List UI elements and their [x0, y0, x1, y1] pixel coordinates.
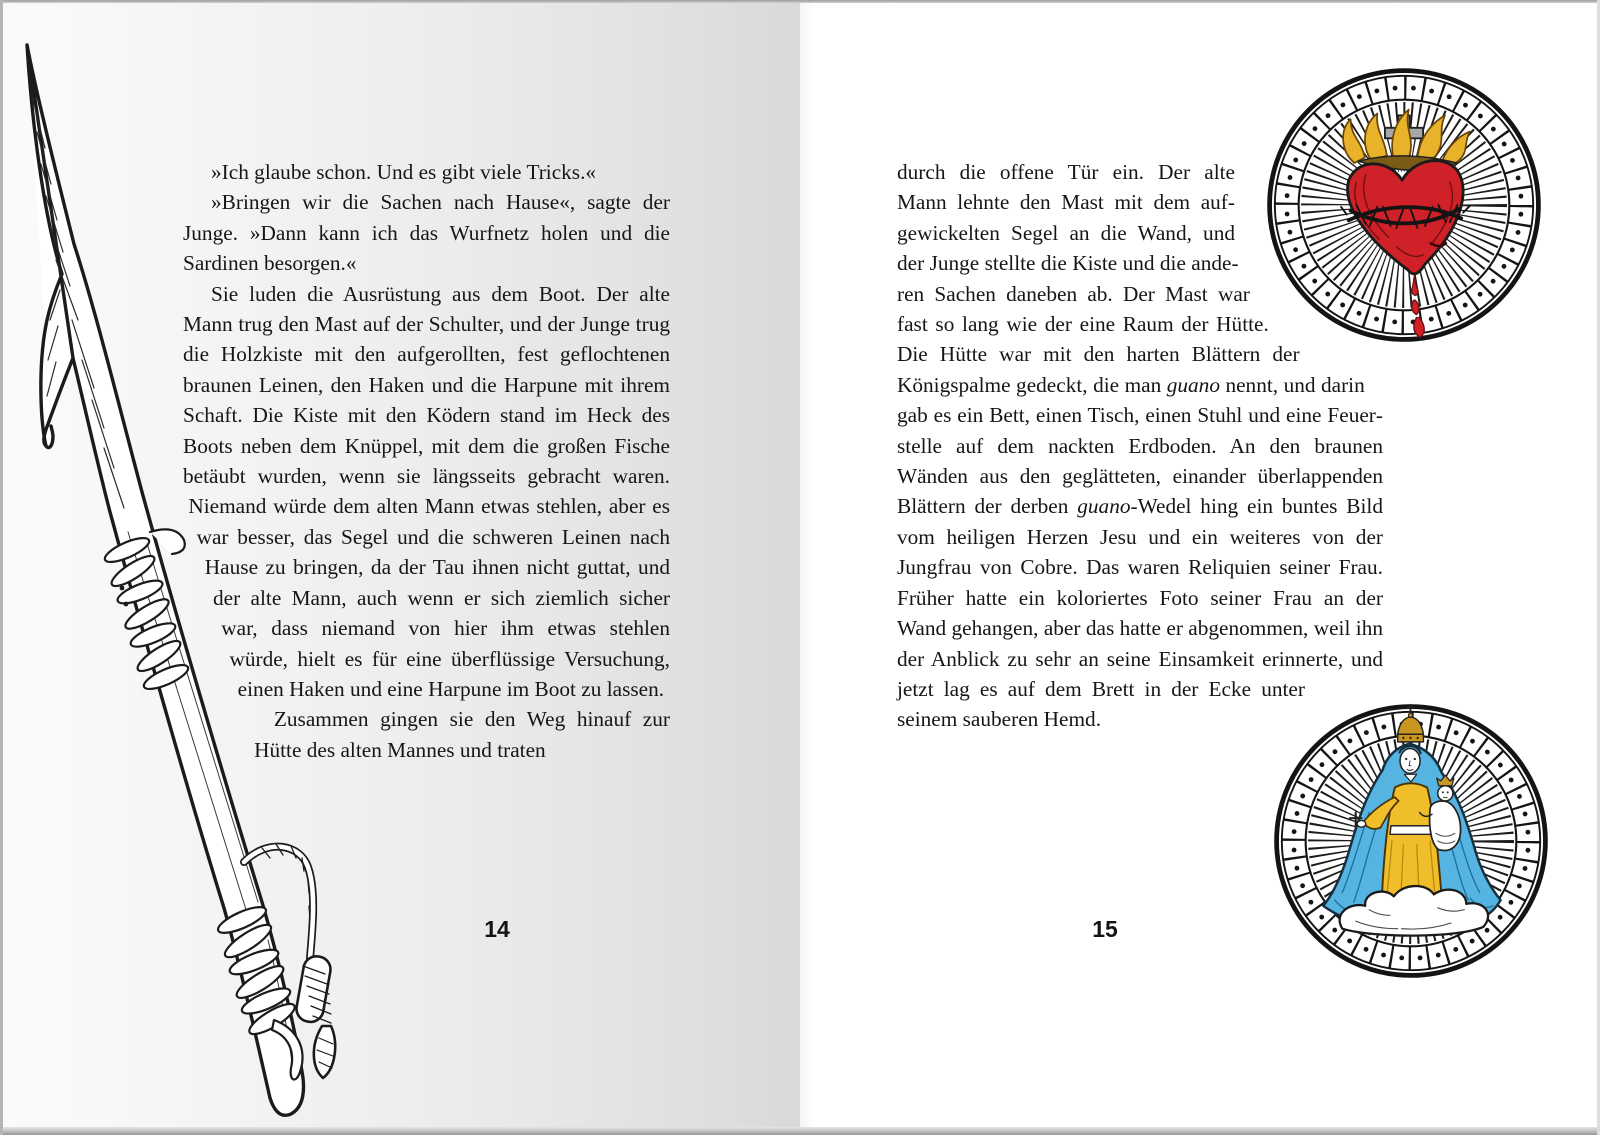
page-edge-top	[0, 0, 1600, 3]
page-number-left: 14	[484, 916, 510, 942]
text-segment: nennt, und darin gab es ein Bett, einen Tisch, einen Stuhl und eine Feuerstelle auf dem nackten Erdboden. An den braunen Wänden aus den geglätteten, einander überlappenden Blättern der derben	[897, 372, 1383, 519]
text-segment: durch die offene Tür ein. Der alte Mann lehnte den Mast mit dem aufgewickelten Segel an die Wand, und der Junge stellte die Kiste und die anderen Sachen daneben ab. Der Mast war fast so lang wie der eine Raum der Hütte. Die Hütte war mit den harten Blättern der Königspalme gedeckt, die man	[897, 160, 1300, 397]
italic-term-guano: guano	[1077, 494, 1131, 519]
page-edge-bottom	[0, 1127, 1600, 1135]
rope-tassel	[314, 1026, 335, 1078]
right-page-text	[897, 157, 1383, 865]
italic-term-guano: guano	[1166, 372, 1220, 397]
page-number-right: 15	[1092, 916, 1118, 942]
text-segment: -Wedel hing ein buntes Bild vom heiligen Herzen Jesu und ein weiteres von der Jungfrau von Cobre. Das waren Reliquien seiner Frau. Früher hatte ein koloriertes Foto seiner Frau an der Wand gehangen, aber das hatte er abgenommen, weil ihn der Anblick zu sehr an seine Einsamkeit erinnerte, und jetzt lag es auf dem Brett in der Ecke unter seinem sauberen Hemd.	[897, 494, 1383, 732]
left-page-text	[183, 157, 670, 872]
paragraph: »Ich glaube schon. Und es gibt viele Tricks.«	[211, 160, 597, 184]
paragraph: Sie luden die Ausrüstung aus dem Boot. Der alte Mann trug den Mast auf der Schulter, und der Junge trug die Holzkiste mit den aufgerollten, fest geflochtenen braunen Leinen, den Haken und die Harpune mit ihrem Schaft. Die Kiste mit den Ködern stand im Heck des Boots neben dem Knüppel, mit dem die großen Fische betäubt wurden, wenn sie längsseits gebracht waren. Niemand würde dem alten Mann etwas stehlen, aber es war besser, das Segel und die schweren Leinen nach Hause zu bringen, da der Tau ihnen nicht guttat, und der alte Mann, auch wenn er sich ziemlich sicher war, dass niemand von hier ihm etwas stehlen würde, hielt es für eine überflüssige Versuchung, einen Haken und eine Harpune im Boot zu lassen.	[183, 281, 670, 701]
white-sash	[1390, 826, 1433, 835]
paragraph: »Bringen wir die Sachen nach Hause«, sagte der Junge. »Dann kann ich das Wurfnetz holen und die Sardinen besorgen.«	[183, 190, 670, 276]
page-edge-left	[0, 0, 3, 1135]
paragraph: Zusammen gingen sie den Weg hinauf zur Hütte des alten Mannes und traten	[254, 707, 670, 762]
virgin-wrap-spacer	[1240, 690, 1383, 865]
